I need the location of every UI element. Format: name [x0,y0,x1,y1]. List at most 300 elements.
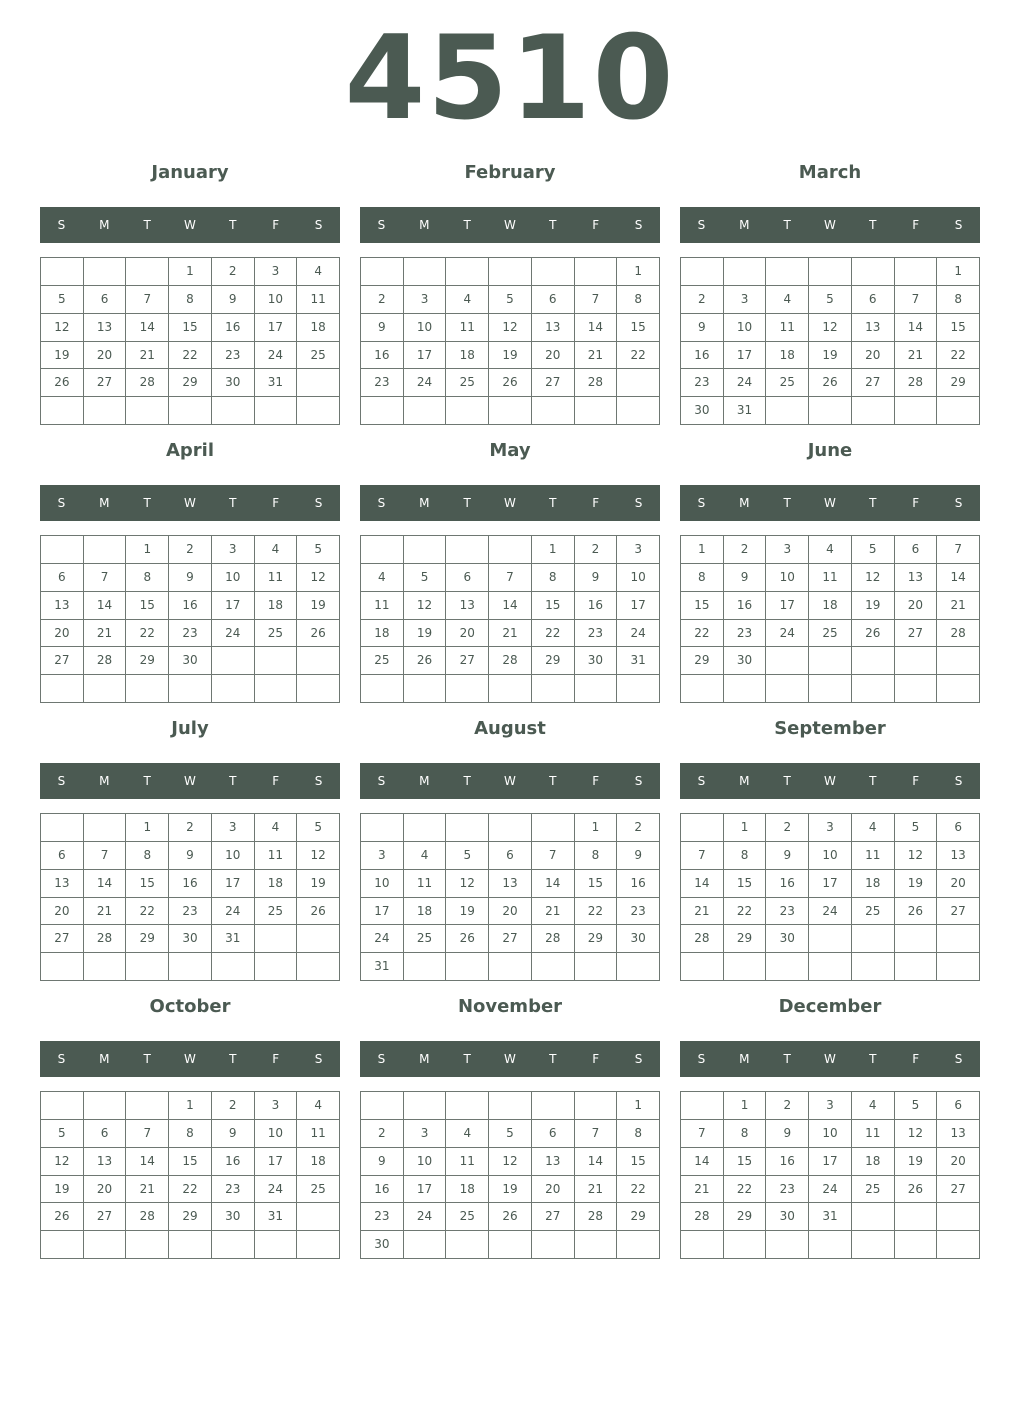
day-cell [446,536,489,564]
day-cell: 7 [575,1120,618,1148]
day-cell [297,369,340,397]
day-cell: 25 [404,925,447,953]
day-cell: 24 [212,898,255,926]
day-cell: 15 [169,314,212,342]
day-cell [532,1231,575,1259]
day-cell: 16 [212,1148,255,1176]
day-cell: 10 [809,1120,852,1148]
day-cell [937,647,980,675]
weekday-label: S [314,774,323,788]
day-cell: 23 [617,898,660,926]
day-cell [809,675,852,703]
day-cell [446,675,489,703]
day-cell [532,953,575,981]
day-cell: 14 [126,314,169,342]
weekday-label: M [739,496,750,510]
day-cell: 7 [532,842,575,870]
day-cell: 15 [126,592,169,620]
day-cell [404,1092,447,1120]
weekday-label: F [912,496,920,510]
day-cell [575,675,618,703]
day-cell [852,1231,895,1259]
month-april [40,434,340,704]
days-grid [40,535,340,703]
weekday-label: S [57,218,66,232]
day-cell [852,953,895,981]
weekday-label: T [869,496,877,510]
day-cell: 19 [852,592,895,620]
day-cell: 19 [297,870,340,898]
day-cell: 8 [169,286,212,314]
day-cell: 2 [724,536,767,564]
day-cell: 2 [212,1092,255,1120]
day-cell: 3 [212,814,255,842]
day-cell [297,953,340,981]
day-cell: 18 [852,870,895,898]
day-cell: 6 [489,842,532,870]
day-cell: 3 [766,536,809,564]
day-cell [297,1231,340,1259]
day-cell: 15 [724,1148,767,1176]
day-cell [126,675,169,703]
weekday-label: T [143,218,151,232]
day-cell: 3 [255,1092,298,1120]
day-cell [41,1092,84,1120]
weekday-label: T [869,1052,877,1066]
weekday-label: T [463,1052,471,1066]
day-cell: 29 [724,925,767,953]
day-cell [84,814,127,842]
day-cell: 4 [297,1092,340,1120]
days-grid [680,813,980,981]
day-cell: 15 [617,314,660,342]
weekday-label: F [592,496,600,510]
day-cell: 25 [809,620,852,648]
day-cell: 29 [724,1203,767,1231]
day-cell: 5 [41,286,84,314]
day-cell [489,258,532,286]
weekday-label: F [592,218,600,232]
day-cell: 1 [126,536,169,564]
day-cell: 16 [575,592,618,620]
day-cell [489,397,532,425]
day-cell: 17 [809,1148,852,1176]
day-cell: 28 [681,925,724,953]
day-cell: 21 [532,898,575,926]
weekday-label: T [869,218,877,232]
day-cell: 20 [532,1176,575,1204]
weekday-label: S [57,1052,66,1066]
day-cell: 4 [766,286,809,314]
day-cell: 20 [446,620,489,648]
day-cell: 30 [169,925,212,953]
day-cell: 29 [937,369,980,397]
day-cell [937,953,980,981]
weekday-label: F [272,774,280,788]
weekday-label: S [377,218,386,232]
weekday-label: S [377,496,386,510]
day-cell: 11 [766,314,809,342]
day-cell: 11 [852,1120,895,1148]
weekday-header [40,207,340,243]
day-cell: 14 [575,314,618,342]
day-cell: 31 [809,1203,852,1231]
day-cell: 29 [169,1203,212,1231]
day-cell [255,1231,298,1259]
day-cell: 21 [489,620,532,648]
day-cell: 9 [766,842,809,870]
day-cell: 14 [895,314,938,342]
day-cell [169,1231,212,1259]
day-cell: 25 [255,620,298,648]
day-cell: 16 [681,342,724,370]
day-cell: 22 [724,1176,767,1204]
day-cell: 16 [212,314,255,342]
day-cell [681,675,724,703]
month-name: October [149,996,231,1017]
day-cell [446,258,489,286]
weekday-label: M [419,774,430,788]
day-cell [446,814,489,842]
weekday-header [360,207,660,243]
day-cell: 18 [361,620,404,648]
day-cell [297,397,340,425]
weekday-label: W [504,496,516,510]
day-cell: 22 [617,1176,660,1204]
day-cell: 9 [361,314,404,342]
day-cell: 12 [404,592,447,620]
day-cell: 2 [766,1092,809,1120]
day-cell: 29 [169,369,212,397]
day-cell: 20 [84,1176,127,1204]
day-cell: 22 [169,1176,212,1204]
day-cell: 10 [404,314,447,342]
day-cell: 16 [724,592,767,620]
days-grid [680,535,980,703]
day-cell: 3 [361,842,404,870]
day-cell: 13 [532,314,575,342]
day-cell: 15 [724,870,767,898]
day-cell: 28 [937,620,980,648]
day-cell [41,258,84,286]
month-name: May [489,440,531,461]
day-cell: 1 [724,814,767,842]
day-cell: 28 [681,1203,724,1231]
day-cell: 7 [126,1120,169,1148]
day-cell: 12 [446,870,489,898]
day-cell: 2 [212,258,255,286]
day-cell: 19 [895,1148,938,1176]
day-cell: 28 [84,647,127,675]
day-cell: 15 [575,870,618,898]
day-cell: 26 [297,620,340,648]
day-cell: 13 [489,870,532,898]
day-cell: 3 [809,1092,852,1120]
day-cell: 20 [852,342,895,370]
day-cell: 30 [681,397,724,425]
weekday-header [40,485,340,521]
day-cell: 26 [809,369,852,397]
day-cell: 10 [724,314,767,342]
day-cell: 8 [575,842,618,870]
day-cell: 6 [84,1120,127,1148]
day-cell [809,1231,852,1259]
day-cell [895,953,938,981]
day-cell: 21 [84,898,127,926]
day-cell [126,1231,169,1259]
day-cell: 31 [255,369,298,397]
day-cell: 16 [766,1148,809,1176]
weekday-label: T [869,774,877,788]
day-cell [361,258,404,286]
day-cell: 1 [617,1092,660,1120]
day-cell [297,925,340,953]
day-cell: 16 [169,870,212,898]
month-february [360,156,660,426]
day-cell [895,1231,938,1259]
day-cell: 26 [41,1203,84,1231]
month-name: August [474,718,546,739]
day-cell: 16 [361,1176,404,1204]
weekday-label: S [57,496,66,510]
day-cell: 3 [404,286,447,314]
weekday-label: T [549,496,557,510]
day-cell [681,1092,724,1120]
day-cell [895,258,938,286]
day-cell [489,536,532,564]
day-cell: 11 [255,842,298,870]
day-cell: 19 [809,342,852,370]
day-cell: 8 [617,1120,660,1148]
day-cell: 28 [489,647,532,675]
day-cell: 16 [169,592,212,620]
day-cell: 27 [84,1203,127,1231]
day-cell: 11 [297,1120,340,1148]
weekday-label: S [954,774,963,788]
weekday-label: S [377,1052,386,1066]
day-cell: 23 [724,620,767,648]
weekday-label: S [954,496,963,510]
day-cell [852,397,895,425]
weekday-header [360,763,660,799]
weekday-label: T [549,774,557,788]
weekday-label: M [99,1052,110,1066]
day-cell: 18 [255,592,298,620]
day-cell: 24 [404,1203,447,1231]
day-cell: 23 [766,1176,809,1204]
weekday-label: W [504,1052,516,1066]
day-cell: 8 [724,1120,767,1148]
day-cell: 10 [255,286,298,314]
day-cell [681,258,724,286]
day-cell [84,953,127,981]
day-cell: 11 [361,592,404,620]
weekday-label: T [783,496,791,510]
day-cell [809,397,852,425]
day-cell: 17 [404,1176,447,1204]
day-cell: 2 [617,814,660,842]
weekday-label: S [697,496,706,510]
weekday-label: T [783,218,791,232]
day-cell: 7 [895,286,938,314]
day-cell: 6 [84,286,127,314]
day-cell [724,258,767,286]
month-march [680,156,980,426]
day-cell: 3 [404,1120,447,1148]
day-cell [895,397,938,425]
day-cell: 7 [84,842,127,870]
day-cell: 15 [169,1148,212,1176]
day-cell: 12 [41,1148,84,1176]
day-cell: 5 [489,286,532,314]
month-name: July [171,718,209,739]
day-cell [489,675,532,703]
day-cell [766,953,809,981]
day-cell: 25 [361,647,404,675]
day-cell: 26 [489,1203,532,1231]
day-cell: 11 [297,286,340,314]
day-cell: 27 [41,925,84,953]
weekday-label: S [697,774,706,788]
weekday-label: T [143,774,151,788]
day-cell [41,675,84,703]
day-cell: 22 [681,620,724,648]
day-cell: 19 [297,592,340,620]
day-cell: 24 [809,898,852,926]
day-cell [361,675,404,703]
day-cell: 27 [532,1203,575,1231]
day-cell [489,953,532,981]
day-cell: 25 [446,369,489,397]
day-cell [446,397,489,425]
day-cell [617,397,660,425]
day-cell: 5 [852,536,895,564]
day-cell: 1 [617,258,660,286]
day-cell: 18 [255,870,298,898]
day-cell: 11 [255,564,298,592]
month-october [40,990,340,1260]
day-cell [617,675,660,703]
day-cell: 28 [532,925,575,953]
day-cell: 26 [446,925,489,953]
day-cell: 1 [169,258,212,286]
day-cell: 20 [41,620,84,648]
day-cell [532,675,575,703]
weekday-label: W [184,218,196,232]
day-cell: 25 [852,898,895,926]
day-cell: 13 [446,592,489,620]
weekday-label: S [57,774,66,788]
day-cell [84,397,127,425]
day-cell [446,1231,489,1259]
day-cell [404,814,447,842]
day-cell: 19 [404,620,447,648]
day-cell [255,647,298,675]
day-cell: 16 [766,870,809,898]
day-cell: 31 [724,397,767,425]
day-cell: 2 [681,286,724,314]
weekday-label: T [463,774,471,788]
day-cell: 13 [41,592,84,620]
day-cell: 9 [361,1148,404,1176]
weekday-label: M [739,774,750,788]
day-cell: 17 [361,898,404,926]
day-cell [446,953,489,981]
day-cell: 15 [617,1148,660,1176]
day-cell: 10 [617,564,660,592]
day-cell: 21 [575,342,618,370]
day-cell: 1 [575,814,618,842]
day-cell: 4 [446,286,489,314]
day-cell: 27 [446,647,489,675]
day-cell: 14 [575,1148,618,1176]
day-cell: 6 [852,286,895,314]
day-cell: 4 [852,1092,895,1120]
day-cell: 18 [809,592,852,620]
day-cell: 17 [255,314,298,342]
day-cell: 6 [41,564,84,592]
day-cell: 30 [766,1203,809,1231]
day-cell [404,536,447,564]
day-cell: 21 [681,898,724,926]
month-december [680,990,980,1260]
day-cell [255,925,298,953]
day-cell [361,536,404,564]
month-may [360,434,660,704]
day-cell [297,1203,340,1231]
day-cell: 9 [169,842,212,870]
day-cell: 6 [895,536,938,564]
day-cell: 25 [852,1176,895,1204]
days-grid [40,813,340,981]
day-cell: 4 [809,536,852,564]
day-cell [446,1092,489,1120]
day-cell: 9 [212,1120,255,1148]
day-cell [895,1203,938,1231]
month-name: June [807,440,853,461]
day-cell: 12 [489,1148,532,1176]
day-cell [361,397,404,425]
day-cell [169,397,212,425]
weekday-header [680,485,980,521]
weekday-label: M [99,496,110,510]
day-cell: 14 [681,870,724,898]
day-cell: 18 [766,342,809,370]
day-cell: 25 [255,898,298,926]
weekday-label: T [549,218,557,232]
day-cell: 25 [297,342,340,370]
days-grid [360,257,660,425]
day-cell: 12 [852,564,895,592]
day-cell [681,953,724,981]
weekday-label: M [739,1052,750,1066]
day-cell: 15 [681,592,724,620]
weekday-label: S [954,218,963,232]
day-cell: 22 [575,898,618,926]
day-cell [361,814,404,842]
day-cell: 12 [809,314,852,342]
day-cell [895,647,938,675]
weekday-label: M [99,218,110,232]
month-september [680,712,980,982]
day-cell: 11 [404,870,447,898]
day-cell: 29 [617,1203,660,1231]
weekday-label: S [634,218,643,232]
day-cell: 8 [937,286,980,314]
day-cell: 24 [809,1176,852,1204]
day-cell [724,953,767,981]
day-cell: 7 [489,564,532,592]
